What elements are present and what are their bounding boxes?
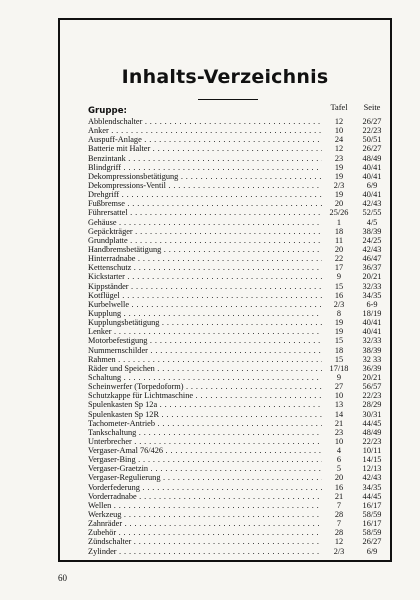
entry-tafel: 15 bbox=[334, 354, 344, 364]
entry-name: Zahnräder . . . bbox=[88, 519, 322, 528]
entry-seite: 34/35 bbox=[362, 482, 382, 492]
entry-name: Dekompressionsbetätigung . . . bbox=[88, 172, 322, 181]
entry-seite: 40/41 bbox=[362, 171, 382, 181]
entry-name: Werkzeug . . . bbox=[88, 510, 322, 519]
entry-name: Tankschaltung . . . bbox=[88, 428, 322, 437]
entry-tafel: 9 bbox=[336, 372, 342, 382]
entry-tafel: 11 bbox=[335, 235, 343, 245]
entry-name: Schaltung . . . bbox=[88, 373, 322, 382]
index-row bbox=[88, 263, 382, 273]
entry-name: Gepäckträger . . . bbox=[88, 227, 322, 236]
entry-name: Tachometer-Antrieb . . . bbox=[88, 419, 322, 428]
index-row bbox=[88, 391, 382, 401]
entry-seite: 16/17 bbox=[362, 519, 382, 529]
index-row bbox=[88, 473, 382, 483]
entry-name: Fußbremse . . . bbox=[88, 199, 322, 208]
index-row bbox=[88, 208, 382, 218]
entry-name: Blindgriff . . . bbox=[88, 163, 322, 172]
entry-tafel: 19 bbox=[334, 171, 344, 181]
entry-name: Vorderfederung . . . bbox=[88, 483, 322, 492]
index-row bbox=[88, 218, 376, 227]
entry-tafel: 2/3 bbox=[333, 299, 345, 309]
index-row bbox=[88, 290, 382, 300]
page-number: 60 bbox=[58, 573, 67, 583]
seite-header: Seite bbox=[363, 103, 381, 112]
entry-seite: 18/19 bbox=[362, 308, 382, 318]
index-list bbox=[88, 117, 382, 556]
entry-seite: 16/17 bbox=[362, 500, 382, 510]
entry-seite: 6/9 bbox=[366, 180, 378, 190]
entry-seite: 30/31 bbox=[362, 409, 382, 419]
entry-name: Unterbrecher . . . bbox=[88, 437, 322, 446]
entry-name: Vergaser-Graetzin . . . bbox=[88, 464, 322, 473]
entry-name: Schutzkappe für Lichtmaschine . . . bbox=[88, 391, 322, 400]
index-row bbox=[88, 272, 382, 282]
entry-tafel: 9 bbox=[336, 272, 342, 282]
entry-seite: 32/33 bbox=[362, 336, 382, 346]
entry-name: Zylinder . . . bbox=[88, 547, 322, 556]
page-title: Inhalts-Verzeichnis bbox=[121, 66, 329, 88]
entry-seite: 48/49 bbox=[362, 153, 382, 163]
index-row bbox=[88, 281, 382, 291]
entry-seite: 42/43 bbox=[362, 199, 382, 209]
entry-tafel: 10 bbox=[334, 391, 344, 401]
entry-name: Motorbefestigung . . . bbox=[88, 336, 322, 345]
entry-name: Dekompressions-Ventil . . . bbox=[88, 181, 322, 190]
entry-tafel: 2/3 bbox=[333, 546, 345, 556]
entry-seite: 6/9 bbox=[366, 546, 378, 556]
index-row bbox=[88, 464, 382, 474]
entry-seite: 14/15 bbox=[362, 455, 382, 465]
entry-name: Grundplatte . . . bbox=[88, 236, 322, 245]
entry-name: Handbremsbetätigung . . . bbox=[88, 245, 322, 254]
index-row bbox=[88, 409, 382, 419]
index-row bbox=[88, 491, 382, 501]
entry-seite: 32 33 bbox=[362, 354, 382, 364]
entry-seite: 56/57 bbox=[362, 382, 382, 392]
entry-name: Kurbelwelle . . . bbox=[88, 300, 322, 309]
entry-tafel: 24 bbox=[334, 135, 344, 145]
entry-tafel: 7 bbox=[336, 519, 342, 529]
index-row bbox=[88, 135, 382, 145]
entry-name: Kippständer . . . bbox=[88, 282, 322, 291]
group-header: Gruppe: bbox=[88, 106, 127, 116]
entry-seite: 52/55 bbox=[362, 208, 382, 218]
entry-seite: 32/33 bbox=[362, 281, 382, 291]
entry-seite: 22/23 bbox=[362, 436, 382, 446]
entry-tafel: 8 bbox=[336, 308, 342, 318]
entry-tafel: 18 bbox=[334, 345, 344, 355]
entry-name: Vorderradnabe . . . bbox=[88, 492, 322, 501]
entry-name: Führersattel . . . bbox=[88, 208, 322, 217]
entry-tafel: 19 bbox=[334, 162, 344, 172]
index-row bbox=[88, 500, 382, 510]
entry-tafel: 2/3 bbox=[333, 180, 345, 190]
entry-seite: 40/41 bbox=[362, 190, 382, 200]
entry-seite: 48/49 bbox=[362, 427, 382, 437]
entry-seite: 4/5 bbox=[366, 217, 378, 227]
entry-tafel: 27 bbox=[334, 382, 344, 392]
entry-name: Kupplung . . . bbox=[88, 309, 322, 318]
entry-tafel: 25/26 bbox=[329, 208, 349, 218]
title-underline bbox=[198, 99, 258, 100]
entry-name: Spulenkasten Sp 12a . . . bbox=[88, 400, 322, 409]
entry-tafel: 12 bbox=[334, 537, 344, 547]
entry-name: Anker . . . bbox=[88, 126, 322, 135]
entry-name: Wellen . . . bbox=[88, 501, 322, 510]
entry-name: Vergaser-Bing . . . bbox=[88, 455, 322, 464]
entry-seite: 26/27 bbox=[362, 537, 382, 547]
index-row bbox=[88, 171, 382, 181]
index-row bbox=[88, 318, 382, 328]
index-row bbox=[88, 382, 382, 392]
index-row bbox=[88, 144, 382, 154]
entry-name: Kickstarter . . . bbox=[88, 272, 322, 281]
entry-seite: 22/23 bbox=[362, 391, 382, 401]
entry-tafel: 19 bbox=[334, 327, 344, 337]
entry-seite: 40/41 bbox=[362, 162, 382, 172]
entry-name: Zündschalter . . . bbox=[88, 537, 322, 546]
entry-tafel: 5 bbox=[336, 464, 342, 474]
tafel-header: Tafel bbox=[330, 103, 348, 112]
entry-seite: 12/13 bbox=[362, 464, 382, 474]
entry-seite: 6-9 bbox=[366, 299, 378, 309]
entry-seite: 24/25 bbox=[362, 235, 382, 245]
index-row bbox=[88, 181, 376, 190]
index-row bbox=[88, 244, 382, 254]
entry-seite: 40/41 bbox=[362, 318, 382, 328]
entry-seite: 22/23 bbox=[362, 126, 382, 136]
entry-name: Gehäuse . . . bbox=[88, 218, 322, 227]
index-row bbox=[88, 519, 382, 529]
entry-name: Spulenkasten Sp 12R . . . bbox=[88, 410, 322, 419]
index-row bbox=[88, 226, 382, 236]
entry-name: Lenker . . . bbox=[88, 327, 322, 336]
entry-seite: 44/45 bbox=[362, 491, 382, 501]
entry-tafel: 10 bbox=[334, 436, 344, 446]
entry-tafel: 15 bbox=[334, 281, 344, 291]
entry-tafel: 16 bbox=[334, 482, 344, 492]
entry-name: Räder und Speichen . . . bbox=[88, 364, 322, 373]
entry-tafel: 6 bbox=[336, 455, 342, 465]
entry-seite: 38/39 bbox=[362, 345, 382, 355]
index-row bbox=[88, 190, 382, 200]
index-row bbox=[88, 153, 382, 163]
entry-tafel: 7 bbox=[336, 500, 342, 510]
entry-name: Vergaser-Amal 76/426 . . . bbox=[88, 446, 322, 455]
entry-seite: 42/43 bbox=[362, 244, 382, 254]
entry-seite: 36/37 bbox=[362, 263, 382, 273]
index-row bbox=[88, 199, 382, 209]
entry-tafel: 17 bbox=[334, 263, 344, 273]
entry-name: Batterie mit Halter . . . bbox=[88, 144, 322, 153]
entry-seite: 42/43 bbox=[362, 473, 382, 483]
index-row bbox=[88, 547, 376, 556]
table-header bbox=[88, 102, 381, 116]
entry-seite: 20/21 bbox=[362, 272, 382, 282]
entry-tafel: 23 bbox=[334, 153, 344, 163]
entry-tafel: 18 bbox=[334, 226, 344, 236]
entry-tafel: 28 bbox=[334, 510, 344, 520]
index-row bbox=[88, 117, 382, 126]
entry-name: Auspuff-Anlage . . . bbox=[88, 135, 322, 144]
entry-name: Kotflügel . . . bbox=[88, 291, 322, 300]
entry-name: Drehgriff . . . bbox=[88, 190, 322, 199]
index-row bbox=[88, 126, 382, 136]
entry-tafel: 15 bbox=[334, 336, 344, 346]
entry-tafel: 12 bbox=[334, 144, 344, 154]
entry-seite: 26/27 bbox=[362, 144, 382, 154]
entry-seite: 38/39 bbox=[362, 226, 382, 236]
entry-seite: 36/39 bbox=[362, 363, 382, 373]
entry-seite: 28/29 bbox=[362, 400, 382, 410]
index-frame bbox=[58, 18, 392, 562]
entry-seite: 40/41 bbox=[362, 327, 382, 337]
index-row bbox=[88, 327, 382, 337]
entry-tafel: 21 bbox=[334, 491, 344, 501]
index-row bbox=[88, 300, 376, 309]
index-row bbox=[88, 418, 382, 428]
index-row bbox=[88, 336, 382, 346]
entry-name: Kupplungsbetätigung . . . bbox=[88, 318, 322, 327]
index-row bbox=[88, 162, 382, 172]
entry-tafel: 20 bbox=[334, 199, 344, 209]
entry-tafel: 19 bbox=[334, 190, 344, 200]
entry-name: Hinterradnabe . . . bbox=[88, 254, 322, 263]
index-row bbox=[88, 400, 382, 410]
entry-tafel: 10 bbox=[334, 126, 344, 136]
entry-tafel: 20 bbox=[334, 473, 344, 483]
entry-seite: 44/45 bbox=[362, 418, 382, 428]
entry-tafel: 4 bbox=[336, 446, 342, 456]
index-row bbox=[88, 345, 382, 355]
index-row bbox=[88, 354, 382, 364]
entry-tafel: 21 bbox=[334, 418, 344, 428]
entry-tafel: 28 bbox=[334, 528, 344, 538]
entry-tafel: 1 bbox=[336, 217, 342, 227]
index-row bbox=[88, 363, 382, 373]
index-row bbox=[88, 455, 382, 465]
entry-tafel: 13 bbox=[334, 400, 344, 410]
entry-seite: 46/47 bbox=[362, 254, 382, 264]
index-row bbox=[88, 528, 382, 538]
entry-name: Scheinwerfer (Torpedoform) . . . bbox=[88, 382, 322, 391]
entry-tafel: 20 bbox=[334, 244, 344, 254]
index-row bbox=[88, 235, 382, 245]
index-row bbox=[88, 427, 382, 437]
index-row bbox=[88, 537, 382, 547]
entry-seite: 58/59 bbox=[362, 510, 382, 520]
index-row bbox=[88, 308, 382, 318]
entry-seite: 50/51 bbox=[362, 135, 382, 145]
entry-seite: 58/59 bbox=[362, 528, 382, 538]
entry-tafel: 17/18 bbox=[329, 363, 349, 373]
index-row bbox=[88, 446, 382, 456]
index-row bbox=[88, 372, 382, 382]
entry-tafel: 12 bbox=[334, 117, 344, 126]
index-row bbox=[88, 510, 382, 520]
entry-name: Vergaser-Regulierung . . . bbox=[88, 473, 322, 482]
entry-seite: 34/35 bbox=[362, 290, 382, 300]
entry-name: Benzintank . . . bbox=[88, 154, 322, 163]
entry-tafel: 23 bbox=[334, 427, 344, 437]
index-row bbox=[88, 482, 382, 492]
entry-tafel: 16 bbox=[334, 290, 344, 300]
entry-name: Kettenschutz . . . bbox=[88, 263, 322, 272]
entry-tafel: 22 bbox=[334, 254, 344, 264]
entry-seite: 26/27 bbox=[362, 117, 382, 126]
index-row bbox=[88, 254, 382, 264]
index-row bbox=[88, 436, 382, 446]
entry-name: Abblendschalter . . . bbox=[88, 117, 322, 126]
entry-name: Zubehör . . . bbox=[88, 528, 322, 537]
entry-seite: 20/21 bbox=[362, 372, 382, 382]
entry-name: Nummernschilder . . . bbox=[88, 346, 322, 355]
entry-tafel: 19 bbox=[334, 318, 344, 328]
entry-name: Rahmen . . . bbox=[88, 355, 322, 364]
entry-tafel: 14 bbox=[334, 409, 344, 419]
entry-seite: 10/11 bbox=[362, 446, 382, 456]
